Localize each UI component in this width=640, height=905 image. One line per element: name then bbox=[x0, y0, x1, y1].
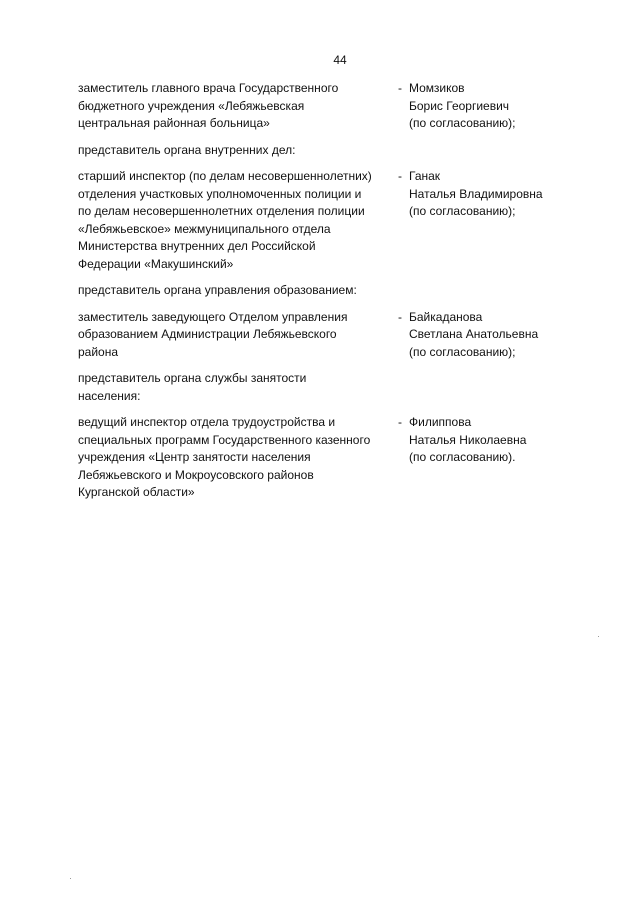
member-name-line: Наталья Владимировна bbox=[409, 186, 543, 201]
member-name-line: (по согласованию). bbox=[409, 450, 516, 464]
member-position-line: отделения участковых уполномоченных полиции и bbox=[78, 186, 362, 201]
commission-member-list bbox=[78, 80, 568, 511]
member-name-line: (по согласованию); bbox=[409, 204, 516, 218]
member-position bbox=[78, 309, 398, 362]
section-heading-line: представитель органа внутренних дел: bbox=[78, 142, 296, 157]
member-position bbox=[78, 168, 398, 273]
section-heading-line: представитель органа управления образованием: bbox=[78, 283, 357, 297]
member-entry bbox=[78, 168, 568, 273]
scan-speck bbox=[70, 878, 71, 879]
member-position-line: района bbox=[78, 344, 119, 359]
member-position-line: Лебяжьевского и Мокроусовского районов bbox=[78, 467, 314, 482]
member-person bbox=[398, 309, 568, 362]
member-position-line: центральная районная больница» bbox=[78, 116, 270, 130]
section-heading bbox=[78, 142, 568, 160]
member-name-block bbox=[409, 414, 568, 502]
member-name-line: Ганак bbox=[409, 169, 441, 183]
section-heading-line: населения: bbox=[78, 388, 141, 403]
member-name-line: (по согласованию); bbox=[409, 116, 516, 130]
member-position-line: Министерства внутренних дел Российской bbox=[78, 239, 316, 253]
member-position-line: ведущий инспектор отдела трудоустройства и bbox=[78, 415, 336, 429]
member-name-block bbox=[409, 309, 568, 362]
member-dash: - bbox=[398, 309, 402, 324]
member-position-line: специальных программ Государственного казенного bbox=[78, 432, 371, 447]
scan-speck bbox=[598, 636, 599, 637]
member-position-line: «Лебяжьевское» межмуниципального отдела bbox=[78, 221, 331, 236]
member-person bbox=[398, 414, 568, 502]
member-name-line: Момзиков bbox=[409, 81, 465, 95]
member-position bbox=[78, 80, 398, 133]
member-position-line: бюджетного учреждения «Лебяжьевская bbox=[78, 98, 305, 113]
member-person bbox=[398, 168, 568, 273]
page-number: 44 bbox=[333, 53, 347, 67]
member-name-line: Светлана Анатольевна bbox=[409, 327, 539, 341]
member-dash: - bbox=[398, 169, 402, 183]
member-name-line: Наталья Николаевна bbox=[409, 432, 527, 447]
member-position-line: учреждения «Центр занятости населения bbox=[78, 450, 311, 464]
section-heading bbox=[78, 282, 568, 300]
member-person bbox=[398, 80, 568, 133]
member-name-line: Борис Георгиевич bbox=[409, 98, 510, 113]
member-position-line: заместитель заведующего Отделом управления bbox=[78, 309, 348, 324]
member-name-line: (по согласованию); bbox=[409, 344, 516, 359]
member-entry bbox=[78, 80, 568, 133]
member-position-line: заместитель главного врача Государственного bbox=[78, 81, 339, 95]
section-heading bbox=[78, 370, 568, 405]
member-dash: - bbox=[398, 415, 402, 429]
member-name-line: Филиппова bbox=[409, 415, 472, 429]
member-name-block bbox=[409, 80, 568, 133]
member-name-block bbox=[409, 168, 568, 273]
member-position-line: образованием Администрации Лебяжьевского bbox=[78, 327, 337, 341]
member-position-line: Курганской области» bbox=[78, 485, 195, 499]
member-entry bbox=[78, 309, 568, 362]
member-position-line: по делам несовершеннолетних отделения полиции bbox=[78, 204, 365, 218]
member-dash: - bbox=[398, 81, 402, 95]
member-name-line: Байкаданова bbox=[409, 309, 483, 324]
member-entry bbox=[78, 414, 568, 502]
section-heading-line: представитель органа службы занятости bbox=[78, 371, 307, 385]
member-position bbox=[78, 414, 398, 502]
member-position-line: Федерации «Макушинский» bbox=[78, 256, 234, 271]
member-position-line: старший инспектор (по делам несовершеннолетних) bbox=[78, 169, 372, 183]
